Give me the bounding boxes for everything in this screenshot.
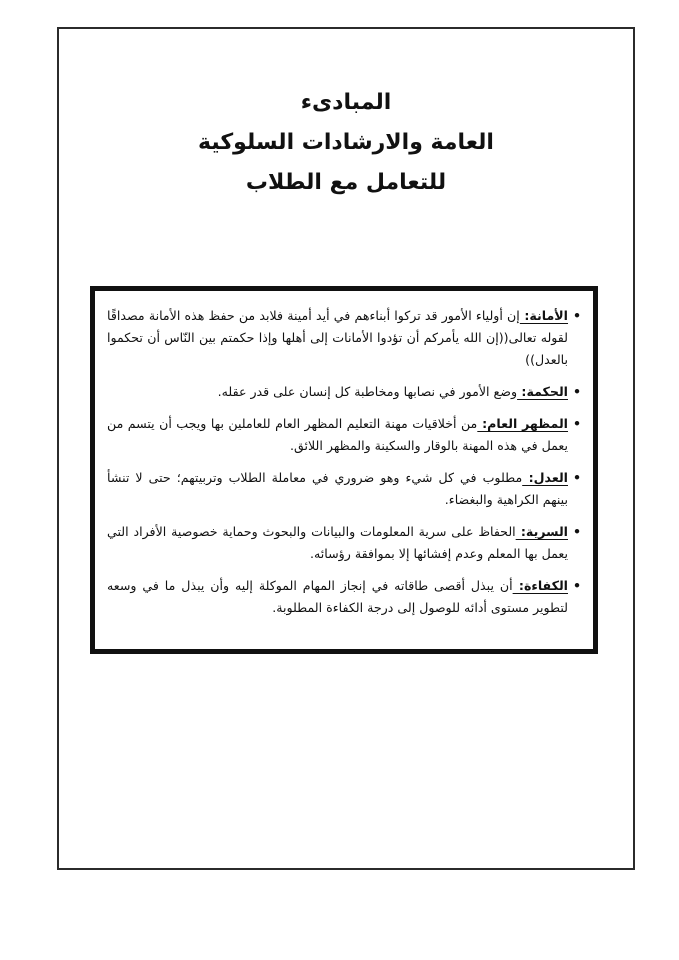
principle-sirriya [107,521,581,565]
title-line-1: المبادىء [300,90,392,115]
page-frame [57,27,635,870]
title-line-3: للتعامل مع الطلاب [245,170,447,195]
bullet-icon: • [572,384,581,399]
principle-text: الحفاظ على سرية المعلومات والبيانات والبحوث وحماية خصوصية الأفراد التي يعمل بها المعلم وعدم إفشائها إلا بموافقة رؤسائه. [107,524,568,561]
bullet-icon: • [572,578,581,593]
principle-text: مطلوب في كل شيء وهو ضروري في معاملة الطلاب وتربيتهم؛ حتى لا تنشأ بينهم الكراهية والبغضاء. [107,470,568,507]
principle-term: الحكمة: [517,384,568,399]
principle-term: العدل: [522,470,568,485]
principle-text: من أخلاقيات مهنة التعليم المظهر العام للعاملين بها ويجب أن يتسم من يعمل في هذه المهنة بالوقار والسكينة والمظهر اللائق. [107,416,568,453]
principles-box [90,286,598,654]
principle-term: الأمانة: [519,308,569,323]
principle-adl [107,467,581,511]
principle-amana [107,305,581,371]
title-line-2: العامة والارشادات السلوكية [198,130,494,155]
principle-text: وضع الأمور في نصابها ومخاطبة كل إنسان على قدر عقله. [217,384,518,399]
principle-hikma [107,381,581,403]
title-block [59,83,633,203]
bullet-icon: • [572,308,581,323]
principle-mazhar [107,413,581,457]
principles-list [107,305,581,619]
bullet-icon: • [572,470,581,485]
principle-term: الكفاءة: [512,578,568,593]
bullet-icon: • [572,524,581,539]
principle-text: أن يبذل أقصى طاقاته في إنجاز المهام الموكلة إليه وأن يبذل ما في وسعه لتطوير مستوى أدائه للوصول إلى درجة الكفاءة المطلوبة. [107,578,568,615]
principle-term: المظهر العام: [477,416,569,431]
principle-text: إن أولياء الأمور قد تركوا أبناءهم في أيد أمينة فلابد من حفظ هذه الأمانة مصداقًا لقوله تعالى((إن الله يأمركم أن تؤدوا الأمانات إلى أهلها وإذا حكمتم بين النّاس أن تحكموا بالعدل)) [107,308,568,367]
bullet-icon: • [572,416,581,431]
principle-term: السرية: [515,524,568,539]
principle-kafaa [107,575,581,619]
